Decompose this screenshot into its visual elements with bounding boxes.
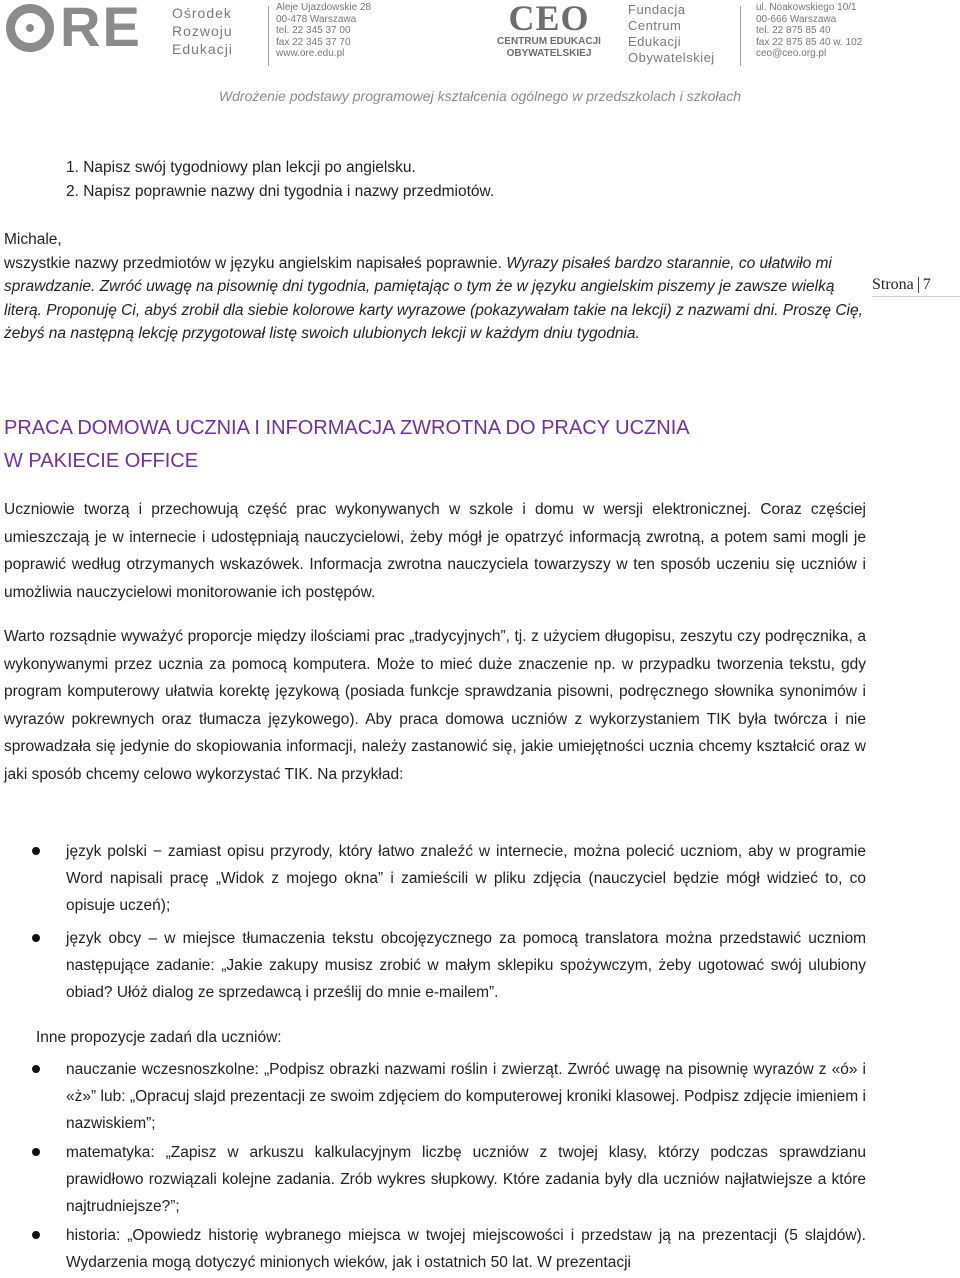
list-item bbox=[32, 925, 866, 1006]
task-item: 1. Napisz swój tygodniowy plan lekcji po angielsku. bbox=[66, 159, 416, 176]
task-list bbox=[66, 156, 494, 204]
list-item bbox=[32, 1056, 866, 1137]
ore-logo-icon bbox=[6, 4, 54, 52]
address-line: 00-666 Warszawa bbox=[756, 13, 837, 25]
feedback-italic-text: Wyrazy pisałeś bardzo starannie, co ułatwiło mi sprawdzanie. Zwróć uwagę na pisownię dni tygodnia, pamiętając o tym że w języku angielskim piszemy je zawsze wielką literą. Proponuję Ci, abyś zrobił dla siebie kolorowe karty wyrazowe (pokazywałam takie na lekcji) z nazwami dni. Proszę Cię, żebyś na następną lekcję przygotował listę swoich ulubionych lekcji w każdym dniu tygodnia. bbox=[4, 254, 863, 342]
fce-address bbox=[756, 2, 862, 60]
address-line: fax 22 875 85 40 w. 102 bbox=[756, 36, 863, 48]
ore-name-line: Rozwoju bbox=[172, 23, 233, 39]
list-item-text: język polski − zamiast opisu przyrody, który łatwo znaleźć w internecie, można polecić uczniom, aby w programie Word napisali pracę „Widok z mojego okna” i zamieścili w pliku zdjęcia (nauczyciel będzie mógł widzieć to, co opisuje uczeń); bbox=[66, 843, 866, 914]
ore-address bbox=[276, 2, 371, 60]
other-proposals-intro: Inne propozycje zadań dla uczniów: bbox=[36, 1029, 282, 1046]
paragraph: Uczniowie tworzą i przechowują część prac wykonywanych w szkole i domu w wersji elektronicznej. Coraz częściej umieszczają je w internecie i udostępniają nauczycielowi, żeby mógł je opatrzyć informacją zwrotną, a potem sami mogli je poprawić według otrzymanych wskazówek. Informacja zwrotna nauczyciela towarzyszy w ten sposób uczeniu się uczniów i umożliwia nauczycielowi monitorowanie ich postępów. bbox=[4, 501, 866, 601]
task-item: 2. Napisz poprawnie nazwy dni tygodnia i nazwy przedmiotów. bbox=[66, 183, 495, 200]
address-line: tel. 22 875 85 40 bbox=[756, 25, 831, 36]
bullet-icon bbox=[32, 1231, 40, 1239]
section-heading bbox=[4, 412, 690, 478]
bullet-icon bbox=[32, 847, 40, 855]
fce-name-line: Edukacji bbox=[628, 34, 682, 49]
other-proposals-list bbox=[32, 1056, 866, 1278]
teacher-feedback bbox=[4, 228, 870, 346]
bullet-icon bbox=[32, 934, 40, 942]
list-item-text: język obcy – w miejsce tłumaczenia tekstu obcojęzycznego za pomocą translatora można przedstawić uczniom następujące zadanie: „Jakie zakupy musisz zrobić w małym sklepiku spożywczym, żeby ugotować swój ulubiony obiad? Ułóż dialog ze sprzedawcą i prześlij do mnie e-mailem”. bbox=[66, 930, 866, 1001]
divider bbox=[740, 6, 741, 66]
list-item-text: historia: „Opowiedz historię wybranego miejsca w twojej miejscowości i przedstaw ją na prezentacji (5 slajdów). Wydarzenia mogą dotyczyć minionych wieków, jak i ostatnich 50 lat. W prezentacji bbox=[66, 1227, 866, 1271]
address-line: tel. 22 345 37 00 bbox=[276, 25, 351, 36]
bullet-icon bbox=[32, 1065, 40, 1073]
list-item-text: nauczanie wczesnoszkolne: „Podpisz obrazki nazwami roślin i zwierząt. Zwróć uwagę na pisownię wyrazów z «ó» i «ż»” lub: „Opracuj slajd prezentacji ze swoim zdjęciem do komputerowej kroniki klasowej. Podpisz zdjęcie imieniem i nazwiskiem”; bbox=[66, 1061, 866, 1132]
page-number-value: 7 bbox=[922, 276, 931, 293]
list-item-text: matematyka: „Zapisz w arkuszu kalkulacyjnym liczbę uczniów z twojej klasy, którzy podczas sprawdzianu prawidłowo rozwiązali kolejne zadania. Zrób wykres słupkowy. Które zadania były dla uczniów najłatwiejsze a które najtrudniejsze?”; bbox=[66, 1144, 866, 1215]
ore-name-line: Edukacji bbox=[172, 41, 233, 57]
bullet-icon bbox=[32, 1148, 40, 1156]
ore-name-line: Ośrodek bbox=[172, 5, 232, 21]
page-number bbox=[872, 276, 960, 297]
paragraph: Warto rozsądnie wyważyć proporcje między ilościami prac „tradycyjnych”, tj. z użyciem długopisu, zeszytu czy podręcznika, a wykonywanymi przez ucznia za pomocą komputera. Może to mieć duże znaczenie np. w przypadku tworzenia tekstu, gdy program komputerowy ułatwia korektę językową (posiada funkcje sprawdzania pisowni, podręcznego słownika synonimów i wyrazów pokrewnych oraz tłumacza językowego). Aby praca domowa uczniów z wykorzystaniem TIK była twórcza i nie sprowadzała się jedynie do skopiowania informacji, należy zastanowić się, jakie umiejętności ucznia chcemy kształcić oraz w jaki sposób chcemy celowo wykorzystać TIK. Na przykład: bbox=[4, 628, 866, 783]
list-item bbox=[32, 1139, 866, 1220]
divider bbox=[268, 6, 269, 66]
ceo-logo bbox=[486, 0, 612, 60]
address-line: ceo@ceo.org.pl bbox=[756, 48, 827, 59]
fce-name-line: Obywatelskiej bbox=[628, 50, 715, 65]
ore-name bbox=[172, 4, 233, 58]
ore-logo-text: RE bbox=[60, 0, 142, 58]
page-number-separator bbox=[918, 277, 919, 293]
feedback-body bbox=[4, 252, 870, 346]
fce-name bbox=[628, 2, 715, 66]
feedback-plain-text: wszystkie nazwy przedmiotów w języku angielskim napisałeś poprawnie. bbox=[4, 254, 502, 272]
ceo-logo-text: CEO bbox=[508, 0, 590, 38]
fce-name-line: Fundacja bbox=[628, 2, 686, 17]
page-number-label: Strona bbox=[872, 276, 914, 293]
address-line: 00-478 Warszawa bbox=[276, 13, 357, 25]
page-header bbox=[0, 0, 960, 112]
header-tagline: Wdrożenie podstawy programowej kształcenia ogólnego w przedszkolach i szkołach bbox=[218, 88, 742, 104]
list-item bbox=[32, 838, 866, 919]
section-heading-line: W PAKIECIE OFFICE bbox=[4, 450, 199, 472]
address-line: Aleje Ujazdowskie 28 bbox=[276, 2, 372, 13]
address-line: ul. Noakowskiego 10/1 bbox=[756, 2, 857, 13]
ceo-logo-caption: CENTRUM EDUKACJI bbox=[497, 36, 601, 47]
ceo-logo-caption: OBYWATELSKIEJ bbox=[506, 48, 592, 59]
address-line: www.ore.edu.pl bbox=[276, 48, 345, 59]
examples-list bbox=[32, 838, 866, 1012]
address-line: fax 22 345 37 70 bbox=[276, 36, 351, 48]
feedback-salutation: Michale, bbox=[4, 231, 62, 248]
fce-name-line: Centrum bbox=[628, 18, 682, 33]
list-item bbox=[32, 1222, 866, 1276]
section-heading-line: PRACA DOMOWA UCZNIA I INFORMACJA ZWROTNA DO PRACY UCZNIA bbox=[4, 417, 690, 439]
